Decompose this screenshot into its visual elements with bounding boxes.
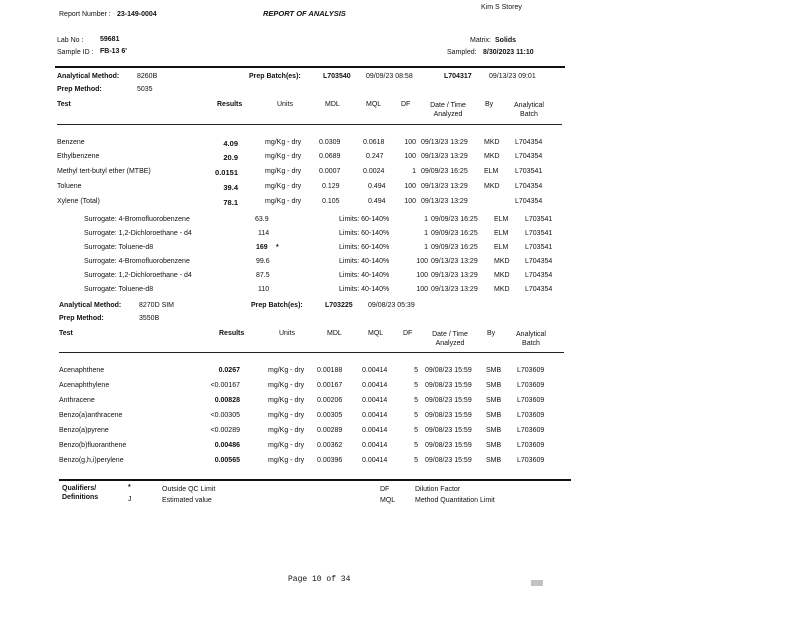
- prep-batch-1-date: 09/09/23 08:58: [366, 73, 413, 80]
- batch: L703609: [517, 457, 545, 464]
- col-units: Units: [277, 101, 293, 108]
- mdl: 0.00289: [317, 427, 343, 434]
- batch: L704354: [525, 286, 553, 293]
- date: 09/13/23 13:29: [421, 139, 468, 146]
- col-by: By: [485, 101, 494, 108]
- col-batch-2-line2: Batch: [522, 340, 540, 347]
- batch: L703541: [525, 230, 553, 237]
- col-test: Test: [57, 101, 71, 108]
- mql: 0.00414: [362, 397, 388, 404]
- col-mdl: MDL: [325, 101, 340, 108]
- prep-batch-label-1: Prep Batch(es):: [249, 73, 301, 80]
- prep-method-value-2: 3550B: [139, 315, 160, 322]
- mql: 0.494: [368, 198, 386, 205]
- by: MKD: [484, 183, 500, 190]
- date: 09/08/23 15:59: [425, 427, 472, 434]
- prep-batch-label-2: Prep Batch(es):: [251, 302, 303, 309]
- prep-batch-2-1-date: 09/08/23 05:39: [368, 302, 415, 309]
- result: <0.00167: [210, 382, 240, 389]
- date: 09/08/23 15:59: [425, 442, 472, 449]
- surrogate-limits: Limits: 60-140%: [339, 216, 390, 223]
- corner-stamp: [531, 580, 543, 586]
- footer-divider: [59, 479, 571, 481]
- result: 39.4: [223, 183, 238, 192]
- df: 5: [414, 397, 418, 404]
- date: 09/08/23 15:59: [425, 367, 472, 374]
- surrogate-limits: Limits: 60-140%: [339, 230, 390, 237]
- by: ELM: [494, 244, 509, 251]
- qualifiers-label-line2: Definitions: [62, 494, 99, 501]
- units: mg/Kg - dry: [268, 382, 305, 389]
- batch: L704354: [515, 153, 543, 160]
- col-date-2-line2: Analyzed: [435, 340, 465, 347]
- col-by-2: By: [487, 330, 496, 337]
- df: 1: [412, 168, 416, 175]
- surrogate-name: Surrogate: 1,2-Dichloroethane - d4: [84, 230, 192, 237]
- units: mg/Kg - dry: [268, 397, 305, 404]
- units: mg/Kg - dry: [265, 168, 302, 175]
- col-df-2: DF: [403, 330, 413, 337]
- surrogate-limits: Limits: 40-140%: [339, 258, 390, 265]
- date: 09/09/23 16:25: [431, 230, 478, 237]
- method-label-2: Analytical Method:: [59, 302, 122, 309]
- report-number-value: 23-149-0004: [117, 11, 157, 18]
- batch: L703541: [525, 244, 553, 251]
- sample-id-label: Sample ID :: [57, 49, 94, 56]
- test-name: Acenaphthylene: [59, 382, 110, 389]
- col-batch-2-line1: Analytical: [516, 331, 546, 338]
- mdl: 0.00206: [317, 397, 343, 404]
- result: <0.00289: [210, 427, 240, 434]
- df: 100: [416, 258, 428, 265]
- mql: 0.0618: [363, 139, 385, 146]
- lab-no-value: 59681: [100, 36, 120, 43]
- df: 100: [416, 286, 428, 293]
- df: 5: [414, 382, 418, 389]
- test-name: Methyl tert-butyl ether (MTBE): [57, 168, 151, 175]
- mql: 0.00414: [362, 367, 388, 374]
- by: SMB: [486, 427, 502, 434]
- date: 09/13/23 13:29: [431, 272, 478, 279]
- method-label-1: Analytical Method:: [57, 73, 120, 80]
- test-name: Benzo(a)pyrene: [59, 427, 109, 434]
- matrix-label: Matrix:: [470, 37, 491, 44]
- col-date-2-line1: Date / Time: [432, 331, 468, 338]
- by: MKD: [494, 272, 510, 279]
- result: 4.09: [223, 139, 238, 148]
- page-number: Page 10 of 34: [288, 575, 351, 584]
- mdl: 0.0007: [319, 168, 341, 175]
- surrogate-result: 63.9: [255, 216, 269, 223]
- units: mg/Kg - dry: [268, 442, 305, 449]
- units: mg/Kg - dry: [268, 427, 305, 434]
- method-value-1: 8260B: [137, 73, 158, 80]
- header-divider: [55, 66, 565, 68]
- surrogate-name: Surrogate: 4-Bromofluorobenzene: [84, 258, 190, 265]
- surrogate-result: 87.5: [256, 272, 270, 279]
- mql: 0.00414: [362, 382, 388, 389]
- mdl: 0.00362: [317, 442, 343, 449]
- batch: L704354: [525, 272, 553, 279]
- mdl: 0.0309: [319, 139, 341, 146]
- result: 0.00828: [214, 397, 240, 404]
- batch: L703541: [525, 216, 553, 223]
- table2-header-rule: [59, 352, 564, 353]
- result: 20.9: [223, 153, 238, 162]
- mql: 0.00414: [362, 427, 388, 434]
- mdl: 0.0689: [319, 153, 341, 160]
- qualifiers-label: [62, 484, 98, 502]
- result: 0.0267: [218, 367, 240, 374]
- qualifier-text-estimated: Estimated value: [162, 497, 212, 504]
- batch: L703609: [517, 427, 545, 434]
- mdl: 0.105: [322, 198, 340, 205]
- by: SMB: [486, 442, 502, 449]
- batch: L704354: [515, 198, 543, 205]
- test-name: Benzene: [57, 139, 85, 146]
- by: SMB: [486, 382, 502, 389]
- result: <0.00305: [210, 412, 240, 419]
- lab-no-label: Lab No :: [57, 37, 84, 44]
- mdl: 0.00305: [317, 412, 343, 419]
- date: 09/13/23 13:29: [421, 183, 468, 190]
- date: 09/09/23 16:25: [431, 216, 478, 223]
- batch: L703541: [515, 168, 543, 175]
- definition-text-mql: Method Quantitation Limit: [415, 497, 495, 504]
- date: 09/13/23 13:29: [431, 286, 478, 293]
- batch: L703609: [517, 442, 545, 449]
- by: MKD: [484, 139, 500, 146]
- df: 5: [414, 457, 418, 464]
- col-results: Results: [217, 101, 243, 108]
- batch: L704354: [515, 183, 543, 190]
- surrogate-name: Surrogate: Toluene-d8: [84, 244, 154, 251]
- prep-method-label-1: Prep Method:: [57, 86, 102, 93]
- result: 78.1: [223, 198, 238, 207]
- matrix-value: Solids: [495, 37, 517, 44]
- prep-method-label-2: Prep Method:: [59, 315, 104, 322]
- prep-batch-1: L703540: [323, 73, 351, 80]
- col-batch-2: [508, 330, 554, 348]
- report-number-label: Report Number :: [59, 11, 111, 18]
- prep-batch-2-1: L703225: [325, 302, 353, 309]
- surrogate-result: 99.6: [256, 258, 270, 265]
- mql: 0.247: [366, 153, 384, 160]
- df: 5: [414, 427, 418, 434]
- date: 09/13/23 13:29: [421, 198, 468, 205]
- df: 100: [404, 153, 416, 160]
- definition-text-df: Dilution Factor: [415, 486, 461, 493]
- sampled-value: 8/30/2023 11:10: [483, 49, 534, 56]
- units: mg/Kg - dry: [268, 367, 305, 374]
- col-batch: [506, 101, 552, 119]
- df: 5: [414, 442, 418, 449]
- date: 09/09/23 16:25: [431, 244, 478, 251]
- definition-symbol-mql: MQL: [380, 497, 396, 504]
- df: 100: [416, 272, 428, 279]
- surrogate-name: Surrogate: 4-Bromofluorobenzene: [84, 216, 190, 223]
- test-name: Toluene: [57, 183, 82, 190]
- date: 09/13/23 13:29: [431, 258, 478, 265]
- df: 1: [424, 216, 428, 223]
- surrogate-limits: Limits: 40-140%: [339, 272, 390, 279]
- by: ELM: [484, 168, 499, 175]
- definition-symbol-df: DF: [380, 486, 390, 493]
- client-name: Kim S Storey: [481, 4, 522, 11]
- df: 5: [414, 367, 418, 374]
- col-mql: MQL: [366, 101, 382, 108]
- units: mg/Kg - dry: [265, 153, 302, 160]
- surrogate-result: 110: [258, 286, 270, 293]
- col-date-line1: Date / Time: [430, 102, 466, 109]
- mdl: 0.00396: [317, 457, 343, 464]
- qualifier-symbol-asterisk: *: [128, 484, 131, 491]
- by: MKD: [494, 258, 510, 265]
- surrogate-name: Surrogate: Toluene-d8: [84, 286, 154, 293]
- col-batch-line2: Batch: [520, 111, 538, 118]
- test-name: Benzo(b)fluoranthene: [59, 442, 127, 449]
- by: SMB: [486, 457, 502, 464]
- col-date-2: [422, 330, 478, 348]
- test-name: Xylene (Total): [57, 198, 100, 205]
- mql: 0.00414: [362, 457, 388, 464]
- col-df: DF: [401, 101, 411, 108]
- mdl: 0.00167: [317, 382, 343, 389]
- mql: 0.00414: [362, 442, 388, 449]
- surrogate-name: Surrogate: 1,2-Dichloroethane - d4: [84, 272, 192, 279]
- df: 5: [414, 412, 418, 419]
- col-mql-2: MQL: [368, 330, 384, 337]
- units: mg/Kg - dry: [265, 183, 302, 190]
- date: 09/13/23 13:29: [421, 153, 468, 160]
- by: ELM: [494, 230, 509, 237]
- col-date-line2: Analyzed: [433, 111, 463, 118]
- by: SMB: [486, 412, 502, 419]
- qualifiers-label-line1: Qualifiers/: [62, 485, 97, 492]
- surrogate-result: 114: [258, 230, 270, 237]
- batch: L703609: [517, 412, 545, 419]
- surrogate-limits: Limits: 40-140%: [339, 286, 390, 293]
- test-name: Acenaphthene: [59, 367, 105, 374]
- col-test-2: Test: [59, 330, 73, 337]
- units: mg/Kg - dry: [268, 457, 305, 464]
- mdl: 0.00188: [317, 367, 343, 374]
- by: MKD: [484, 153, 500, 160]
- date: 09/08/23 15:59: [425, 382, 472, 389]
- batch: L703609: [517, 382, 545, 389]
- units: mg/Kg - dry: [265, 139, 302, 146]
- test-name: Anthracene: [59, 397, 95, 404]
- test-name: Benzo(a)anthracene: [59, 412, 123, 419]
- by: SMB: [486, 397, 502, 404]
- batch: L704354: [515, 139, 543, 146]
- mql: 0.494: [368, 183, 386, 190]
- result: 0.00486: [214, 442, 240, 449]
- col-date: [420, 101, 476, 119]
- test-name: Benzo(g,h,i)perylene: [59, 457, 124, 464]
- prep-batch-2: L704317: [444, 73, 472, 80]
- df: 100: [404, 183, 416, 190]
- date: 09/08/23 15:59: [425, 457, 472, 464]
- qualifier-text-outside-qc: Outside QC Limit: [162, 486, 216, 493]
- df: 100: [404, 139, 416, 146]
- df: 1: [424, 244, 428, 251]
- date: 09/08/23 15:59: [425, 412, 472, 419]
- batch: L704354: [525, 258, 553, 265]
- col-units-2: Units: [279, 330, 295, 337]
- batch: L703609: [517, 397, 545, 404]
- mdl: 0.129: [322, 183, 340, 190]
- method-value-2: 8270D SIM: [139, 302, 175, 309]
- sample-id-value: FB-13 6': [100, 48, 127, 55]
- prep-batch-2-date: 09/13/23 09:01: [489, 73, 536, 80]
- table1-header-rule: [57, 124, 562, 125]
- surrogate-flag: *: [276, 244, 279, 251]
- surrogate-result: 169: [256, 244, 268, 251]
- test-name: Ethylbenzene: [57, 153, 100, 160]
- result: 0.0151: [215, 168, 238, 177]
- col-mdl-2: MDL: [327, 330, 342, 337]
- qualifier-symbol-j: J: [128, 496, 132, 503]
- result: 0.00565: [214, 457, 240, 464]
- by: SMB: [486, 367, 502, 374]
- by: ELM: [494, 216, 509, 223]
- col-results-2: Results: [219, 330, 245, 337]
- date: 09/08/23 15:59: [425, 397, 472, 404]
- col-batch-line1: Analytical: [514, 102, 544, 109]
- date: 09/09/23 16:25: [421, 168, 468, 175]
- units: mg/Kg - dry: [268, 412, 305, 419]
- df: 1: [424, 230, 428, 237]
- batch: L703609: [517, 367, 545, 374]
- units: mg/Kg - dry: [265, 198, 302, 205]
- df: 100: [404, 198, 416, 205]
- sampled-label: Sampled:: [447, 49, 477, 56]
- mql: 0.00414: [362, 412, 388, 419]
- mql: 0.0024: [363, 168, 385, 175]
- by: MKD: [494, 286, 510, 293]
- prep-method-value-1: 5035: [137, 86, 153, 93]
- surrogate-limits: Limits: 60-140%: [339, 244, 390, 251]
- report-title: REPORT OF ANALYSIS: [263, 9, 346, 18]
